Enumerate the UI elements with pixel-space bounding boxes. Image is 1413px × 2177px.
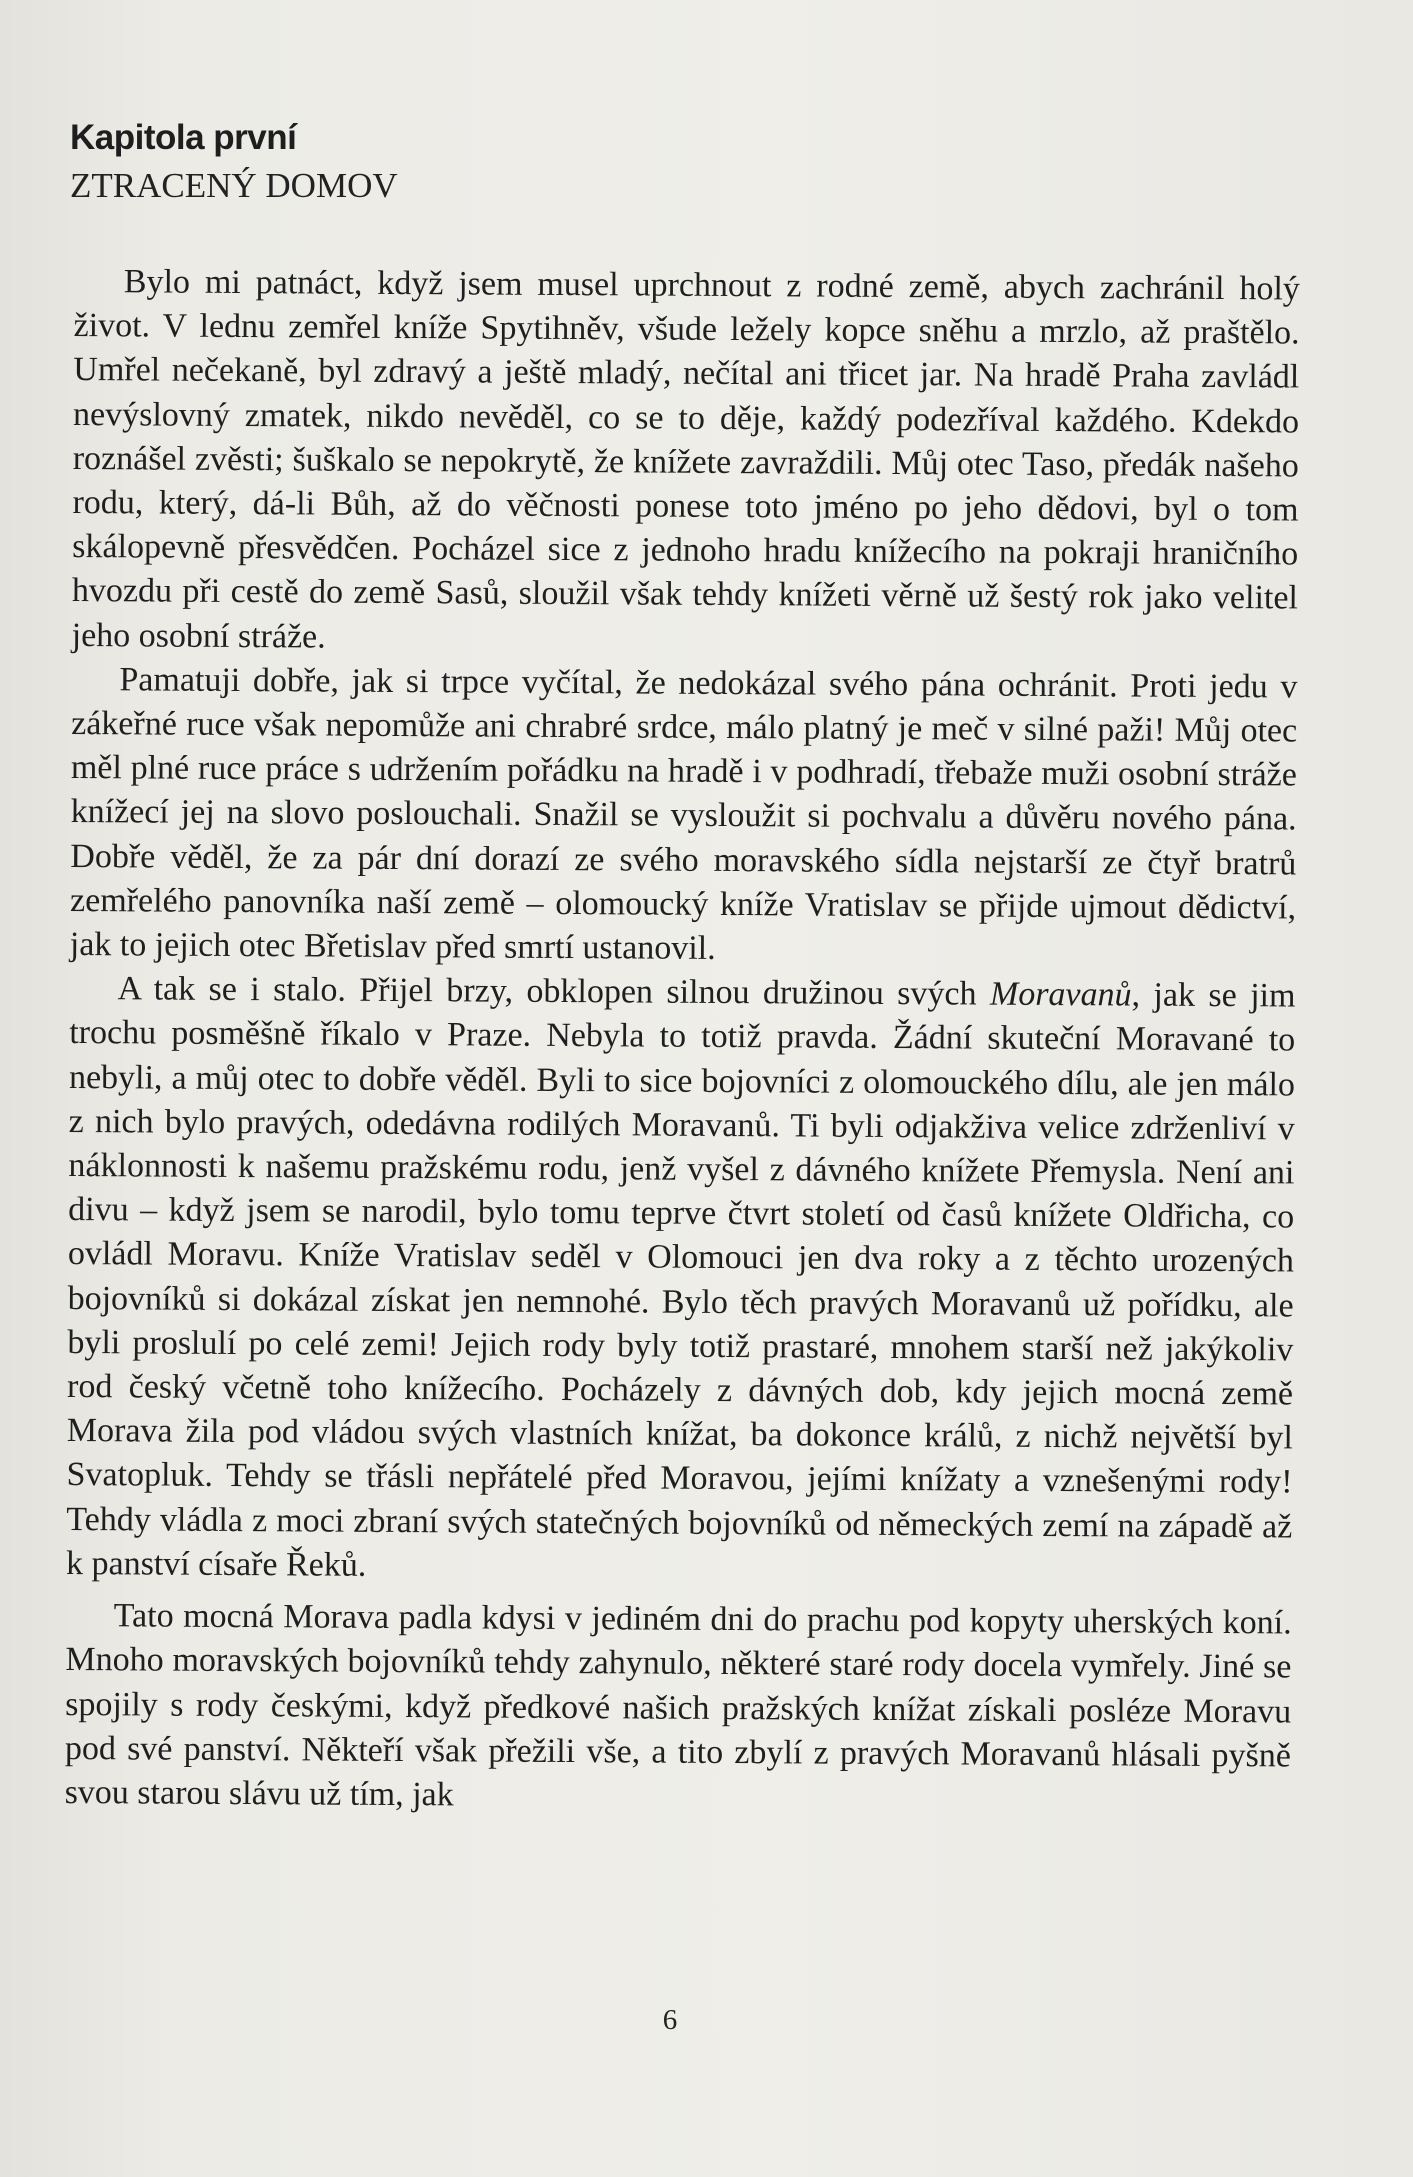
chapter-title: ZTRACENÝ DOMOV	[70, 166, 398, 205]
page-number: 6	[662, 2004, 678, 2036]
body-text	[65, 260, 1300, 1823]
paragraph-4: Tato mocná Morava padla kdysi v jediném dni do prachu pod kopyty uherských koní. Mnoho moravských bojovníků tehdy zahynulo, některé staré rody docela vymřely. Jiné se spojily s rody českými, když předkové našich pražských knížat získali posléze Moravu pod své panství. Někteří však přežili vše, a tito zbylí z pravých Moravanů hlásali pyšně svou starou slávu už tím, jak	[64, 1597, 1292, 1814]
paragraph-1: Bylo mi patnáct, když jsem musel uprchnout z rodné země, abych zachránil holý život. V lednu zemřel kníže Spytihněv, všude ležely kopce sněhu a mrzlo, až praštělo. Umřel nečekaně, byl zdravý a ještě mladý, nečítal ani třicet jar. Na hradě Praha zavládl nevýslovný zmatek, nikdo nevěděl, co se to děje, každý podezříval každého. Kdekdo roznášel zvěsti; šuškalo se nepokrytě, že knížete zavraždili. Můj otec Taso, předák našeho rodu, který, dá-li Bůh, až do věčnosti ponese toto jméno po jeho dědovi, byl o tom skálopevně přesvědčen. Pocházel sice z jednoho hradu knížecího na pokraji hraničního hvozdu při cestě do země Sasů, sloužil však tehdy knížeti věrně už šestý rok jako velitel jeho osobní stráže.	[71, 263, 1300, 656]
paragraph-3-start: A tak se i stalo. Přijel brzy, obklopen silnou družinou svých	[117, 970, 991, 1013]
paragraph-3	[66, 967, 1296, 1593]
paragraph-3-end: , jak se jim trochu posměšně říkalo v Praze. Nebyla to totiž pravda. Žádní skuteční Moravané to nebyli, a můj otec to dobře věděl. Byli to sice bojovníci z olomouckého dílu, ale jen málo z nich bylo pravých, odedávna rodilých Moravanů. Ti byli odjakživa velice zdrženliví v náklonnosti k našemu pražskému rodu, jenž vyšel z dávného knížete Přemysla. Není ani divu – když jsem se narodil, bylo tomu teprve čtvrt století od časů knížete Oldřicha, co ovládl Moravu. Kníže Vratislav seděl v Olomouci jen dva roky a z těchto urozených bojovníků si dokázal získat jen nemnohé. Bylo těch pravých Moravanů už pořídku, ale byli proslulí po celé zemi! Jejich rody byly totiž prastaré, mnohem starší než jakýkoliv rod český včetně toho knížecího. Pocházely z dávných dob, kdy jejich mocná země Morava žila pod vládou svých vlastních knížat, ba dokonce králů, z nichž největší byl Svatopluk. Tehdy se třásli nepřátelé před Moravou, jejími knížaty a vznešenými rody! Tehdy vládla z moci zbraní svých statečných bojovníků od německých zemí na západě až k panství císaře Řeků.	[65, 976, 1296, 1584]
paragraph-3-italic: Moravanů	[989, 975, 1132, 1014]
chapter-label: Kapitola první	[70, 118, 297, 157]
paragraph-2: Pamatuji dobře, jak si trpce vyčítal, že nedokázal svého pána ochránit. Proti jedu v zákeřné ruce však nepomůže ani chrabré srdce, málo platný je meč v silné paži! Můj otec měl plné ruce práce s udržením pořádku na hradě i v podhradí, třebaže muži osobní stráže knížecí jej na slovo poslouchali. Snažil se vysloužit si pochvalu a důvěru nového pána. Dobře věděl, že za pár dní dorazí ze svého moravského sídla nejstarší ze čtyř bratrů zemřelého panovníka naší země – olomoucký kníže Vratislav se přijde ujmout dědictví, jak to jejich otec Břetislav před smrtí ustanovil.	[69, 661, 1298, 967]
